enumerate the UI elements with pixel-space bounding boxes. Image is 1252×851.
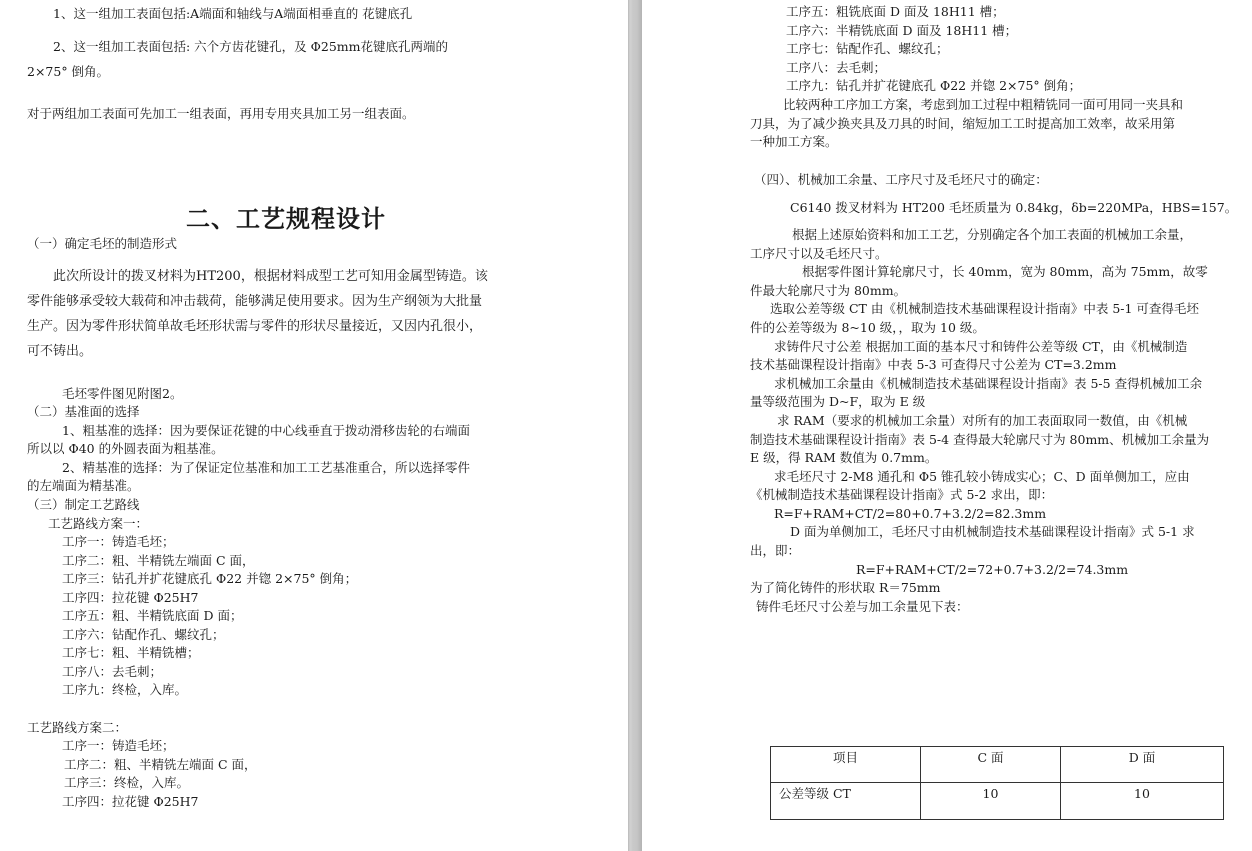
list-item: 工序一：铸造毛坯；	[62, 738, 175, 753]
formula-line: R=F+RAM+CT/2=72+0.7+3.2/2=74.3mm	[856, 562, 1129, 577]
list-item: 工序五：粗、半精铣底面 D 面；	[62, 608, 243, 623]
section-title: （四）、机械加工余量、工序尺寸及毛坯尺寸的确定：	[754, 172, 1048, 187]
text-line: 零件能够承受较大载荷和冲击载荷，能够满足使用要求。因为生产纲领为大批量	[27, 294, 483, 309]
allowance-table	[770, 746, 1224, 820]
list-item: 工序四：拉花键 Φ25H7	[62, 794, 199, 809]
text-line: 技术基础课程设计指南》中表 5-3 可查得尺寸公差为 CT=3.2mm	[750, 357, 1117, 372]
text-line: 2、精基准的选择：为了保证定位基准和加工工艺基准重合，所以选择零件	[62, 460, 470, 475]
text-line: C6140 拨叉材料为 HT200 毛坯质量为 0.84kg，δb=220MPa，HBS=157。	[790, 200, 1238, 215]
page-gutter	[628, 0, 642, 851]
text-line: 铸件毛坯尺寸公差与加工余量见下表：	[756, 599, 969, 614]
list-item: 工序六：半精铣底面 D 面及 18H11 槽；	[786, 23, 1018, 38]
list-item: 工序九：终检，入库。	[62, 682, 188, 697]
list-item: 工序八：去毛刺；	[62, 664, 163, 679]
list-item: 工序一：铸造毛坯；	[62, 534, 175, 549]
text-line: 求机械加工余量由《机械制造技术基础课程设计指南》表 5-5 查得机械加工余	[774, 376, 1203, 391]
list-item: 工序五：粗铣底面 D 面及 18H11 槽；	[786, 4, 1005, 19]
text-line: 求毛坯尺寸 2-M8 通孔和 Φ5 锥孔较小铸成实心；C、D 面单侧加工，应由	[774, 469, 1190, 484]
text-line: 工艺路线方案一：	[48, 516, 149, 531]
table-cell: 10	[1134, 786, 1150, 801]
section-title: （二）基准面的选择	[27, 404, 140, 419]
list-item: 工序三：钻孔并扩花键底孔 Φ22 并锪 2×75° 倒角；	[62, 571, 358, 586]
text-line: 1、这一组加工表面包括:A端面和轴线与A端面相垂直的 花键底孔	[53, 6, 413, 21]
table-header-cell: C 面	[921, 747, 1061, 783]
list-item: 工序二：粗、半精铣左端面 C 面，	[64, 757, 257, 772]
list-item: 工序七：粗、半精铣槽；	[62, 645, 200, 660]
text-line: 所以以 Φ40 的外圆表面为粗基准。	[27, 441, 224, 456]
chapter-heading: 二、工艺规程设计	[186, 204, 386, 233]
table-header-cell: 项目	[771, 747, 921, 783]
text-line: 刀具，为了减少换夹具及刀具的时间，缩短加工工时提高加工效率，故采用第	[750, 116, 1176, 131]
table-cell: 10	[921, 783, 1061, 819]
text-line: 2、这一组加工表面包括: 六个方齿花键孔，及 Φ25mm花键底孔两端的	[53, 39, 448, 54]
list-item: 工序八：去毛刺；	[786, 60, 887, 75]
text-line: 出，即：	[750, 543, 801, 558]
list-item: 工序九：钻孔并扩花键底孔 Φ22 并锪 2×75° 倒角；	[786, 78, 1082, 93]
text-line: 2×75° 倒角。	[27, 64, 110, 79]
text-line: 工艺路线方案二：	[27, 720, 128, 735]
text-line: 对于两组加工表面可先加工一组表面，再用专用夹具加工另一组表面。	[27, 106, 415, 121]
text-line: 根据上述原始资料和加工工艺，分别确定各个加工表面的机械加工余量，	[792, 227, 1193, 242]
list-item: 工序七：钻配作孔、螺纹孔；	[786, 41, 949, 56]
text-line: 1、粗基准的选择：因为要保证花键的中心线垂直于拨动滑移齿轮的右端面	[62, 423, 470, 438]
formula-line: R=F+RAM+CT/2=80+0.7+3.2/2=82.3mm	[774, 506, 1047, 521]
text-line: 毛坯零件图见附图2。	[62, 386, 183, 401]
text-line: 求铸件尺寸公差 根据加工面的基本尺寸和铸件公差等级 CT，由《机械制造	[774, 339, 1188, 354]
text-line: 此次所设计的拨叉材料为HT200，根据材料成型工艺可知用金属型铸造。该	[53, 269, 488, 284]
text-line: 件的公差等级为 8~10 级，，取为 10 级。	[750, 320, 985, 335]
list-item: 工序四：拉花键 Φ25H7	[62, 590, 199, 605]
text-line: 为了简化铸件的形状取 R＝75mm	[750, 580, 941, 595]
section-title: （一）确定毛坯的制造形式	[27, 236, 178, 251]
text-line: D 面为单侧加工，毛坯尺寸由机械制造技术基础课程设计指南》式 5-1 求	[790, 524, 1195, 539]
text-line: 求 RAM（要求的机械加工余量）对所有的加工表面取同一数值，由《机械	[777, 413, 1188, 428]
text-line: 量等级范围为 D~F，取为 E 级	[750, 394, 926, 409]
text-line: 根据零件图计算轮廓尺寸，长 40mm，宽为 80mm，高为 75mm，故零	[802, 264, 1208, 279]
list-item: 工序三：终检，入库。	[64, 775, 190, 790]
text-line: 制造技术基础课程设计指南》表 5-4 查得最大轮廓尺寸为 80mm、机械加工余量为	[750, 432, 1210, 447]
text-line: 工序尺寸以及毛坯尺寸。	[750, 246, 888, 261]
list-item: 工序六：钻配作孔、螺纹孔；	[62, 627, 225, 642]
text-line: 的左端面为精基准。	[27, 478, 140, 493]
table-cell: 公差等级 CT	[771, 783, 921, 819]
text-line: 一种加工方案。	[750, 134, 838, 149]
text-line: 件最大轮廓尺寸为 80mm。	[750, 283, 907, 298]
document-page-right	[642, 0, 1252, 851]
text-line: 比较两种工序加工方案，考虑到加工过程中粗精铣同一面可用同一夹具和	[783, 97, 1184, 112]
text-line: 生产。因为零件形状简单故毛坯形状需与零件的形状尽量接近，又因内孔很小，	[27, 319, 483, 334]
table-header-cell: D 面	[1061, 747, 1223, 783]
text-line: E 级，得 RAM 数值为 0.7mm。	[750, 450, 938, 465]
text-line: 《机械制造技术基础课程设计指南》式 5-2 求出，即：	[750, 487, 1054, 502]
list-item: 工序二：粗、半精铣左端面 C 面，	[62, 553, 255, 568]
text-line: 可不铸出。	[27, 344, 93, 359]
section-title: （三）制定工艺路线	[27, 497, 140, 512]
text-line: 选取公差等级 CT 由《机械制造技术基础课程设计指南》中表 5-1 可查得毛坯	[770, 301, 1199, 316]
